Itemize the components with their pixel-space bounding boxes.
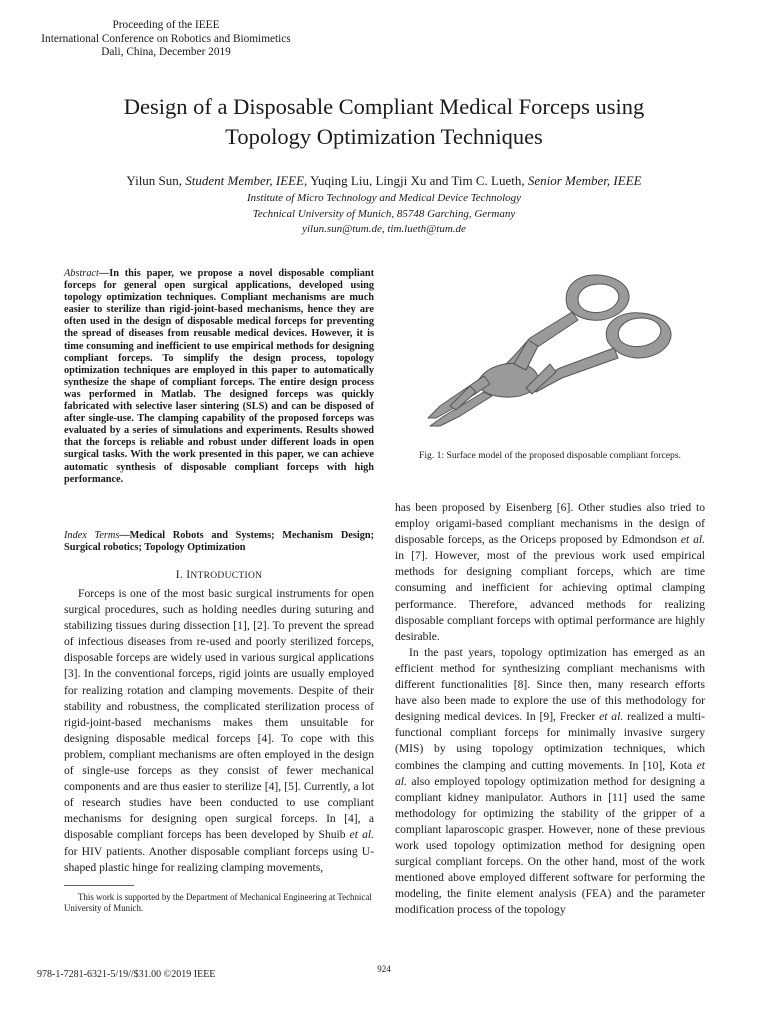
right-p1-text-1: has been proposed by Eisenberg [6]. Other studies also tried to employ origami-based compliant mechanisms in the design of disposable forceps, as the Oriceps proposed by Edmondson (395, 501, 705, 547)
copyright-line: 978-1-7281-6321-5/19//$31.00 ©2019 IEEE (37, 969, 216, 980)
right-paragraph-2 (395, 645, 705, 919)
introduction-paragraph (64, 586, 374, 876)
author-list (40, 173, 728, 189)
index-terms (64, 530, 374, 554)
lower-arm (530, 348, 618, 392)
intro-text-1: Forceps is one of the most basic surgical instruments for open surgical procedures, such as holding needles during suturing and stabilizing tissues during dissection [1], [2]. To prevent the spread of infectious diseases from re-used and poorly sterilized forceps, disposable forceps are widely used in various surgical applications [3]. In the conventional forceps, rigid joints are usually employed for realizing rotation and clamping movements. Despite of their stability and robustness, the complicated sterilization process of rigid-joint-based mechanisms makes them unsuitable for designing disposable medical forceps [4]. To cope with this problem, compliant mechanisms are often employed in the design of single-use forceps as they consist of fewer mechanical components and are thus easier to sterilize [4], [5]. Currently, a lot of research studies have been conducted to use compliant mechanisms for designing open surgical forceps. In [4], a disposable compliant forceps has been developed by Shuib (64, 587, 374, 842)
affiliation-email: yilun.sun@tum.de, tim.lueth@tum.de (302, 223, 466, 235)
right-p2-text-1: In the past years, topology optimization has emerged as an efficient method for synthesizing compliant mechanisms with different functionalities [8]. Since then, many research efforts have also been made to explore the use of this methodology for designing medical devices. In [9], Frecker (395, 645, 705, 724)
upper-ring (566, 275, 629, 320)
right-p1-text-2: in [7]. However, most of the previous work used empirical methods for designing compliant forceps, which are time consuming and inefficient for achieving optimal clamping performance. Therefore, advanced methods for realizing disposable compliant forceps with optimal performance are highly desirable. (395, 549, 705, 643)
title-line-2: Topology Optimization Techniques (225, 124, 543, 149)
proceeding-line-1: Proceeding of the IEEE (112, 19, 220, 31)
proceeding-line-3: Dali, China, December 2019 (101, 46, 231, 59)
abstract-dash: — (98, 268, 110, 279)
abstract-label: Abstract (64, 268, 99, 279)
abstract-text: In this paper, we propose a novel disposable compliant forceps for general open surgical applications, developed using topology optimization techniques. Compliant mechanisms are much easier to sterilize than rigid-joint-based mechanisms, hence they are often used in the design of disposable medical forceps for preventing the spread of diseases from reusable medical devices. However, it is time consuming and inefficient to use empirical methods for designing compliant forceps. To simplify the design process, topology optimization techniques are employed in this paper to automatically synthesize the shape of compliant forceps. The entire design process was performed in Matlab. The designed forceps was quickly fabricated with selective laser sintering (SLS) and can be disposed of after single-use. The clamping capability of the proposed forceps was evaluated by a series of simulations and experiments. Results showed that the forceps is reliable and robust under different loads in open surgical tasks. With the work presented in this paper, we can achieve automatic synthesis of disposable compliant forceps with high performance. (64, 268, 374, 485)
conference-header (0, 19, 332, 60)
right-p2-text-2: realized a multi-functional compliant forceps for minimally invasive surgery (MIS) by using topology optimization techniques, which combines the clamping and cutting movements. In [10], Kota (395, 710, 705, 772)
section-heading-introduction (64, 568, 374, 583)
other-authors: Yuqing Liu, Lingji Xu and Tim C. Lueth, (310, 173, 525, 188)
footnote: This work is supported by the Department of Mechanical Engineering at Technical University of Munich. (64, 892, 372, 913)
affiliation-university: Technical University of Munich, 85748 Garching, Germany (252, 207, 516, 220)
index-terms-dash: — (119, 530, 130, 541)
figure-caption: Fig. 1: Surface model of the proposed disposable compliant forceps. (419, 450, 681, 461)
footnote-rule (64, 885, 134, 886)
affiliation-institute: Institute of Micro Technology and Medical Device Technology (246, 192, 522, 204)
right-p2-etal-2: et al. (395, 758, 705, 788)
abstract (64, 268, 374, 486)
author-1: Yilun Sun, (126, 173, 183, 188)
right-p2-text-3: also employed topology optimization method for designing a compliant kidney manipulator. Authors in [11] used the same methodology for optimizing the stability of the gripper of a compliant laparoscopic grasper. However, none of these previous work used topology optimization method for designing open surgical compliant forceps. On the other hand, most of the work mentioned above employed different software for performing the modeling, the finite element analysis (FEA) and the parameter modification process of the topology (395, 774, 705, 917)
upper-arm (506, 312, 578, 366)
author-1-role: Student Member, IEEE, (185, 173, 308, 188)
intro-paragraph-1 (64, 586, 374, 876)
paper-title (40, 92, 728, 152)
section-initial: I (186, 569, 191, 581)
section-rest: NTRODUCTION (190, 571, 263, 581)
index-terms-text: Medical Robots and Systems; Mechanism Design; Surgical robotics; Topology Optimization (64, 530, 374, 554)
page-number: 924 (377, 964, 391, 974)
title-line-1: Design of a Disposable Compliant Medical Forceps using (123, 94, 645, 119)
proceeding-line-2: International Conference on Robotics and Biomimetics (41, 32, 291, 45)
right-p1-etal: et al. (680, 533, 705, 547)
section-numeral: I. (175, 569, 184, 581)
index-terms-label: Index Terms (64, 530, 120, 541)
right-column-text (395, 500, 705, 918)
right-paragraph-1 (395, 500, 705, 645)
affiliation (40, 191, 728, 238)
right-p2-etal-1: et al. (599, 710, 624, 724)
lower-ring (606, 313, 671, 358)
intro-text-2: for HIV patients. Another disposable compliant forceps using U-shaped plastic hinge for realizing clamping movements, (64, 844, 374, 874)
figure-forceps (410, 268, 690, 438)
forceps-model-illustration (410, 268, 690, 438)
author-4-role: Senior Member, IEEE (527, 173, 642, 188)
intro-etal: et al. (349, 828, 374, 842)
